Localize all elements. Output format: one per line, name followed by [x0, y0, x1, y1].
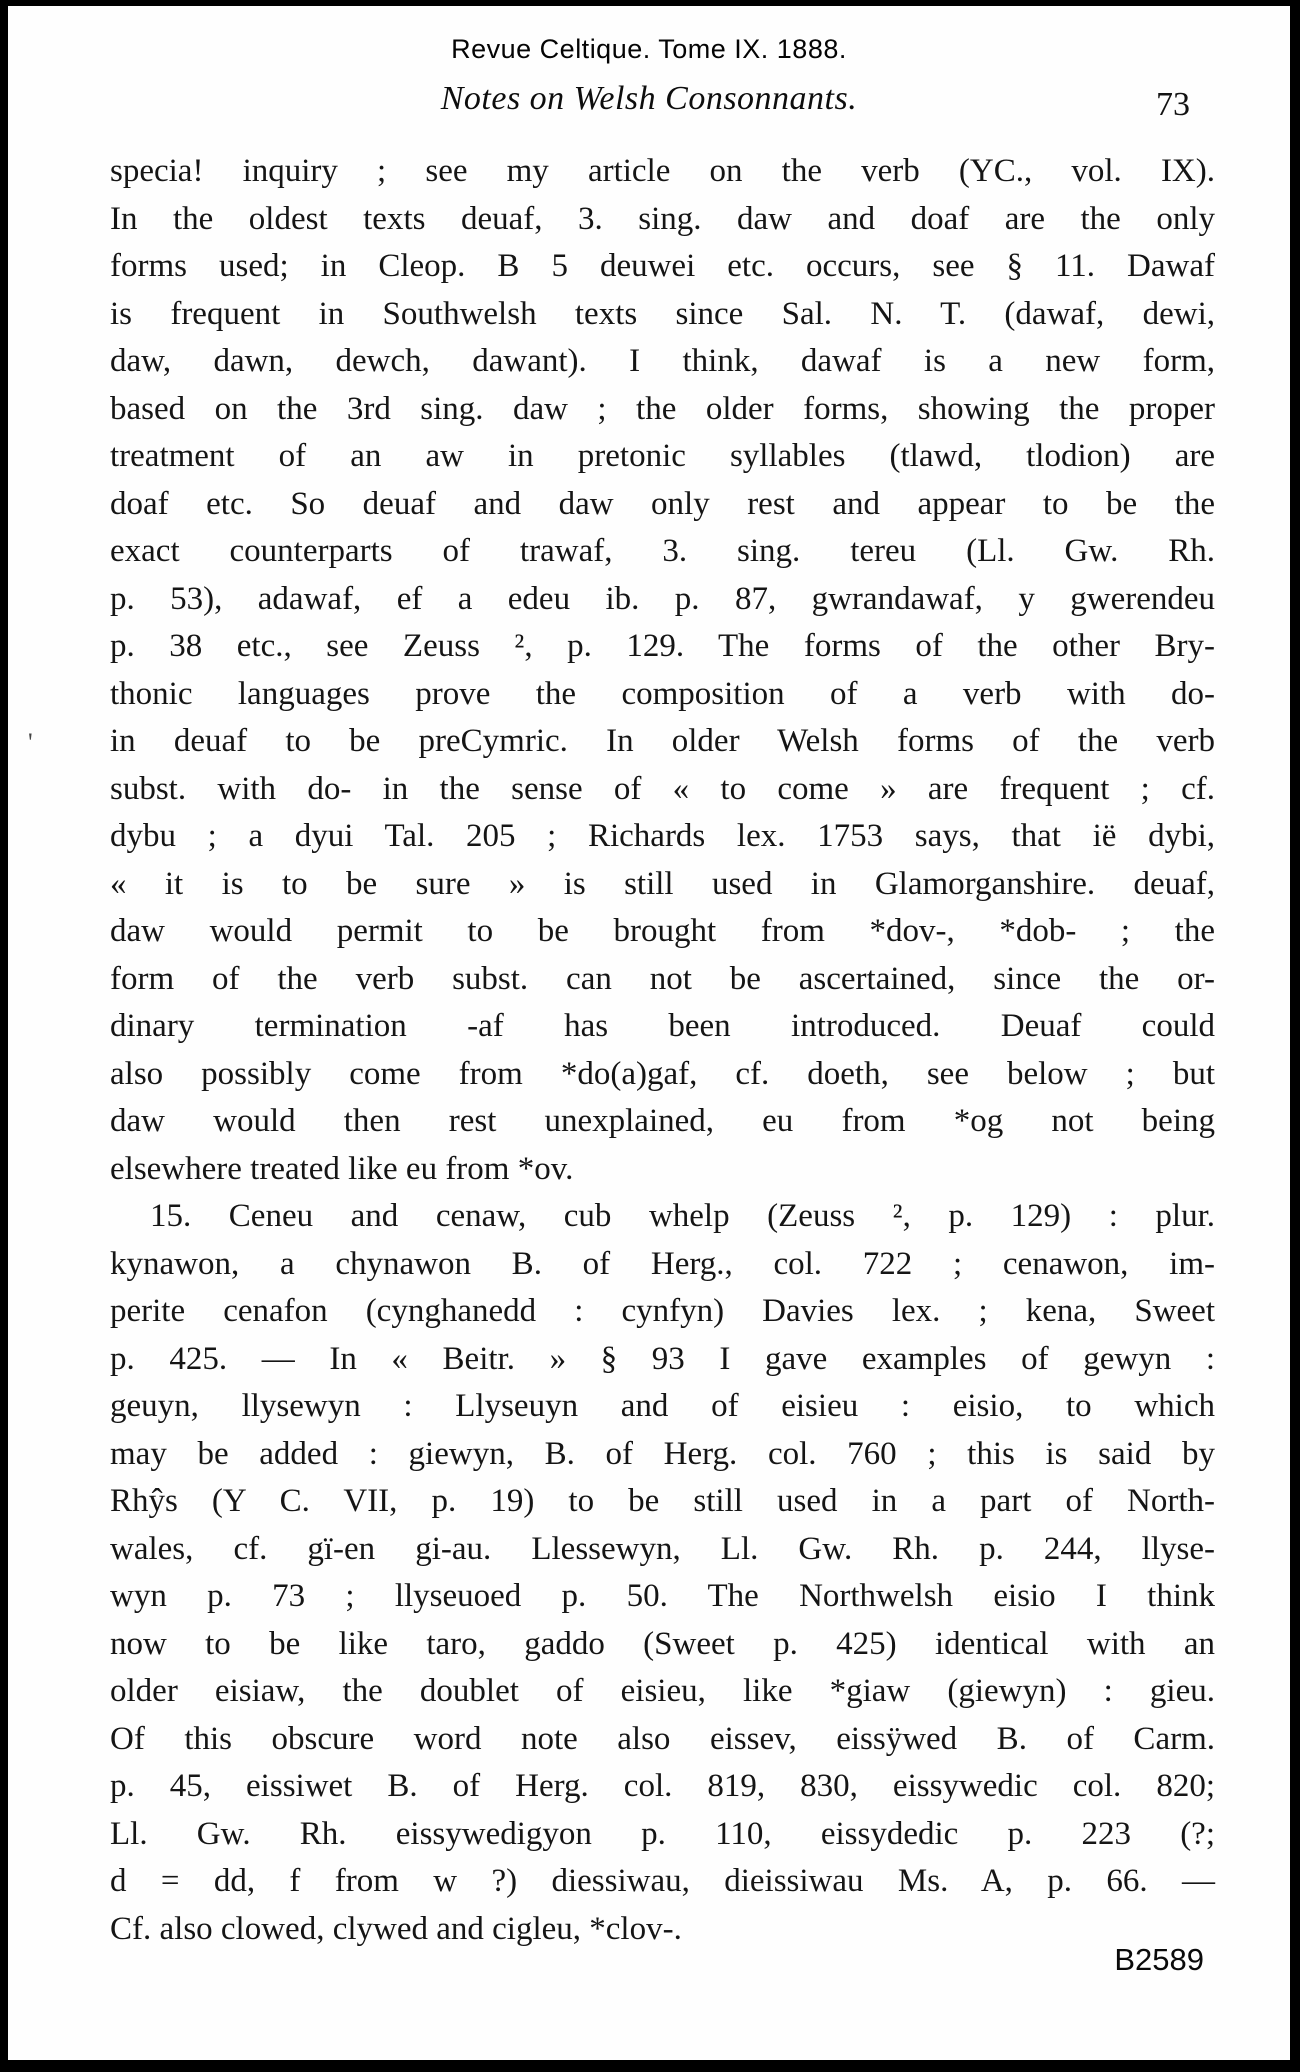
- text-line: daw, dawn, dewch, dawant). I think, dawaf is a new form,: [110, 343, 1215, 379]
- text-line: daw would then rest unexplained, eu from *og not being: [110, 1103, 1215, 1139]
- text-line: wyn p. 73 ; llyseuoed p. 50. The Northwelsh eisio I think: [110, 1578, 1215, 1614]
- text-line: In the oldest texts deuaf, 3. sing. daw and doaf are the only: [110, 200, 1215, 237]
- margin-speck: ': [28, 728, 33, 757]
- text-line: perite cenafon (cynghanedd : cynfyn) Davies lex. ; kena, Sweet: [110, 1293, 1215, 1329]
- footer-id: B2589: [1114, 1942, 1204, 1977]
- text-line: forms used; in Cleop. B 5 deuwei etc. occurs, see § 11. Dawaf: [110, 248, 1215, 284]
- text-line: may be added : giewyn, B. of Herg. col. 760 ; this is said by: [110, 1435, 1215, 1472]
- text-line: now to be like taro, gaddo (Sweet p. 425) identical with an: [110, 1625, 1215, 1662]
- text-line: dybu ; a dyui Tal. 205 ; Richards lex. 1753 says, that ië dybi,: [110, 818, 1215, 854]
- text-line: also possibly come from *do(a)gaf, cf. doeth, see below ; but: [110, 1055, 1215, 1092]
- running-title: Notes on Welsh Consonnants.: [440, 80, 858, 117]
- text-line: p. 425. — In « Beitr. » § 93 I gave examples of gewyn :: [110, 1340, 1215, 1377]
- text-line: Of this obscure word note also eissev, eissÿwed B. of Carm.: [110, 1720, 1215, 1757]
- text-line: geuyn, llysewyn : Llyseuyn and of eisieu : eisio, to which: [110, 1388, 1215, 1424]
- text-line: based on the 3rd sing. daw ; the older forms, showing the proper: [110, 390, 1215, 427]
- body-text: [110, 148, 1215, 1953]
- text-line: form of the verb subst. can not be ascertained, since the or-: [110, 960, 1215, 997]
- text-line: kynawon, a chynawon B. of Herg., col. 722 ; cenawon, im-: [110, 1245, 1215, 1282]
- text-line: dinary termination -af has been introduced. Deuaf could: [110, 1008, 1215, 1044]
- text-line: p. 38 etc., see Zeuss ², p. 129. The forms of the other Bry-: [110, 628, 1215, 664]
- text-line: wales, cf. gï-en gi-au. Llessewyn, Ll. Gw. Rh. p. 244, llyse-: [110, 1530, 1215, 1567]
- text-line: « it is to be sure » is still used in Glamorganshire. deuaf,: [110, 865, 1215, 902]
- text-line: p. 45, eissiwet B. of Herg. col. 819, 830, eissywedic col. 820;: [110, 1768, 1215, 1804]
- text-line: is frequent in Southwelsh texts since Sal. N. T. (dawaf, dewi,: [110, 295, 1215, 332]
- text-line: in deuaf to be preCymric. In older Welsh forms of the verb: [110, 723, 1215, 759]
- text-line: exact counterparts of trawaf, 3. sing. tereu (Ll. Gw. Rh.: [110, 533, 1215, 569]
- page-number: 73: [1156, 86, 1190, 123]
- text-line: Ll. Gw. Rh. eissywedigyon p. 110, eissydedic p. 223 (?;: [110, 1815, 1215, 1852]
- text-line: Rhŷs (Y C. VII, p. 19) to be still used in a part of North-: [110, 1483, 1215, 1519]
- scanned-page: [8, 6, 1290, 2060]
- collection-header: Revue Celtique. Tome IX. 1888.: [451, 34, 847, 64]
- text-line: specia! inquiry ; see my article on the verb (YC., vol. IX).: [110, 153, 1215, 189]
- text-line: elsewhere treated like eu from *ov.: [110, 1150, 574, 1187]
- text-line: daw would permit to be brought from *dov-, *dob- ; the: [110, 913, 1215, 949]
- text-line: Cf. also clowed, clywed and cigleu, *clov-.: [110, 1910, 682, 1947]
- text-line: treatment of an aw in pretonic syllables (tlawd, tlodion) are: [110, 438, 1215, 474]
- text-line: older eisiaw, the doublet of eisieu, like *giaw (giewyn) : gieu.: [110, 1673, 1215, 1709]
- text-line: 15. Ceneu and cenaw, cub whelp (Zeuss ², p. 129) : plur.: [150, 1198, 1215, 1234]
- text-line: p. 53), adawaf, ef a edeu ib. p. 87, gwrandawaf, y gwerendeu: [110, 580, 1215, 617]
- text-line: d = dd, f from w ?) diessiwau, dieissiwau Ms. A, p. 66. —: [110, 1863, 1215, 1899]
- text-line: doaf etc. So deuaf and daw only rest and appear to be the: [110, 485, 1215, 522]
- text-line: thonic languages prove the composition of a verb with do-: [110, 675, 1215, 712]
- text-line: subst. with do- in the sense of « to come » are frequent ; cf.: [110, 770, 1215, 807]
